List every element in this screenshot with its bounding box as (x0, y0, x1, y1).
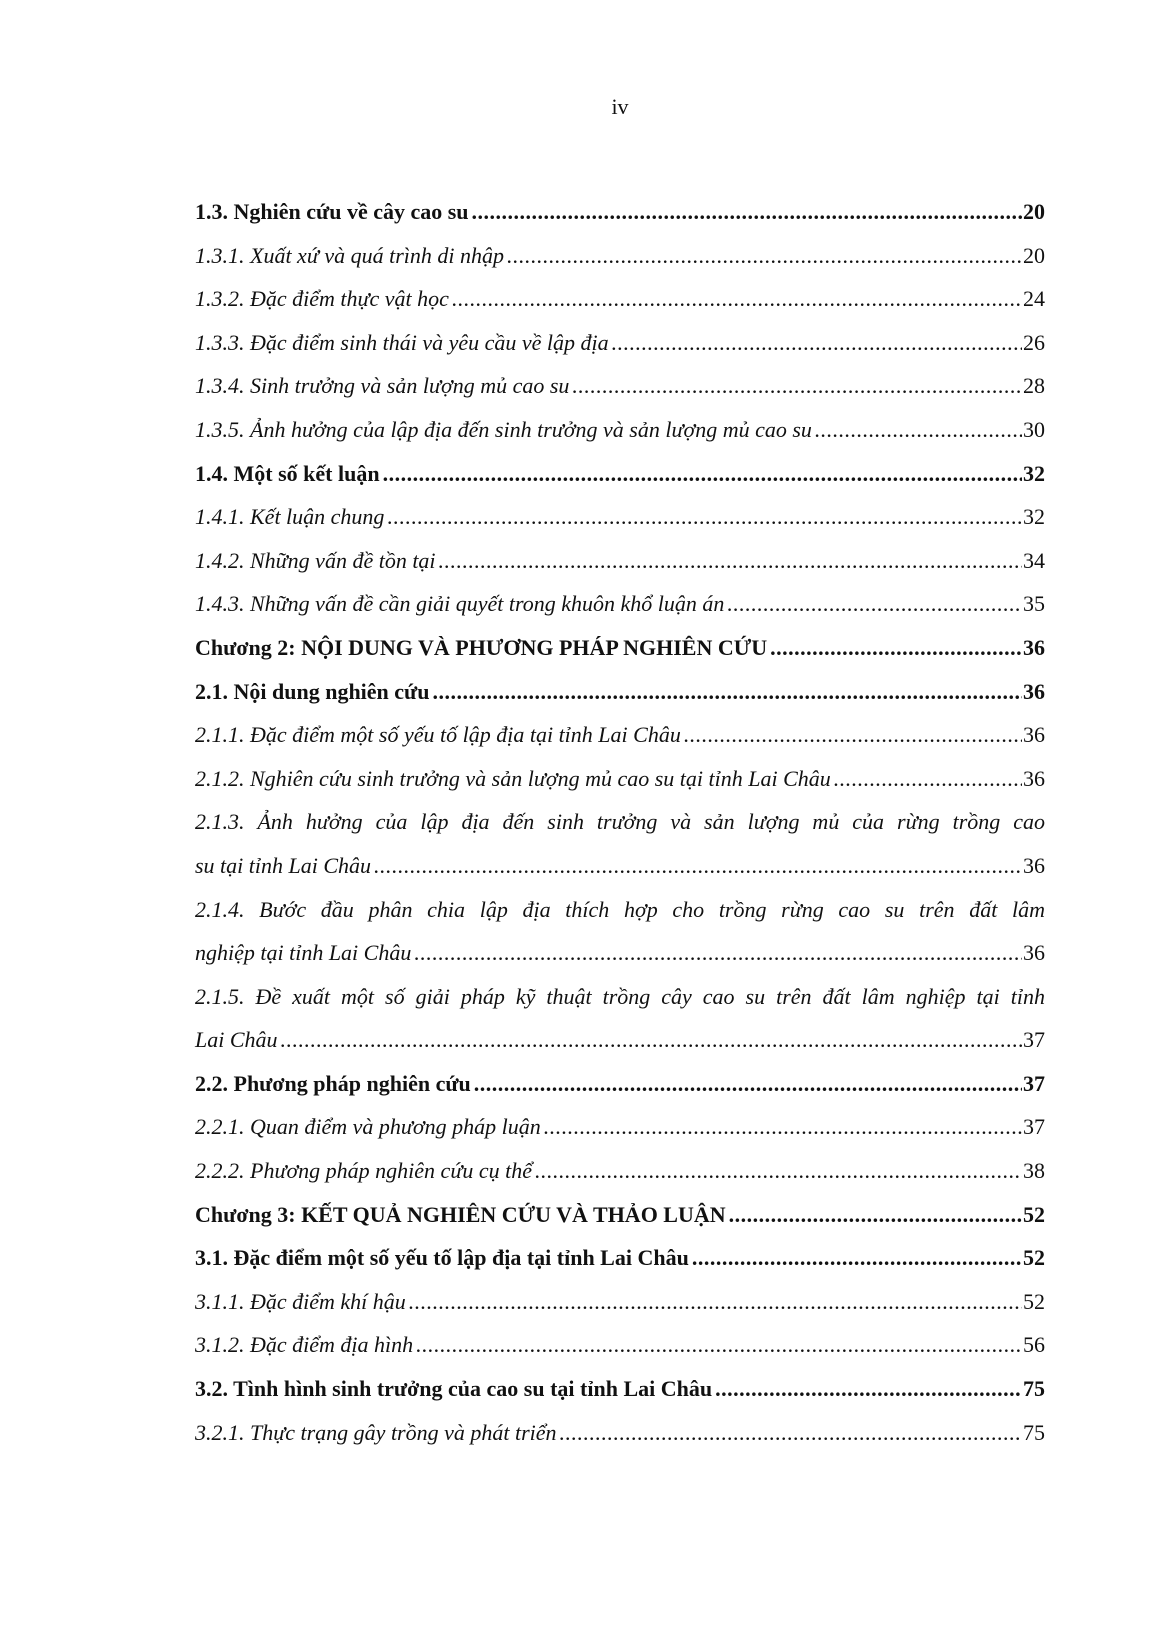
toc-section-entry[interactable] (195, 1367, 1045, 1411)
toc-entry-title: Chương 3: KẾT QUẢ NGHIÊN CỨU VÀ THẢO LUẬN (195, 1201, 726, 1227)
toc-entry-line (195, 1018, 1045, 1062)
toc-entry-title: Chương 2: NỘI DUNG VÀ PHƯƠNG PHÁP NGHIÊN CỨU (195, 634, 768, 660)
dot-leader (572, 364, 1022, 408)
toc-entry-line (195, 495, 1045, 539)
toc-subsection-entry[interactable] (195, 888, 1045, 975)
dot-leader (452, 277, 1022, 321)
toc-entry-line (195, 1323, 1045, 1367)
toc-entry-line (195, 1193, 1045, 1237)
dot-leader (727, 582, 1022, 626)
toc-entry-title: 3.2.1. Thực trạng gây trồng và phát triển (195, 1419, 557, 1445)
toc-section-entry[interactable] (195, 626, 1045, 670)
toc-entry-title: Lai Châu (195, 1027, 278, 1053)
dot-leader (834, 757, 1022, 801)
toc-entry-line (195, 626, 1045, 670)
dot-leader (815, 408, 1022, 452)
toc-subsection-entry[interactable] (195, 277, 1045, 321)
dot-leader (433, 670, 1023, 714)
toc-entry-title: 1.3.2. Đặc điểm thực vật học (195, 286, 449, 312)
toc-entry-page-number: 35 (1023, 591, 1045, 617)
toc-entry-line (195, 670, 1045, 714)
toc-entry-line (195, 452, 1045, 496)
toc-section-entry[interactable] (195, 1062, 1045, 1106)
toc-entry-title: su tại tỉnh Lai Châu (195, 852, 372, 878)
dot-leader (383, 452, 1022, 496)
toc-entry-page-number: 24 (1023, 286, 1045, 312)
dot-leader (474, 1062, 1022, 1106)
toc-entry-line (195, 1280, 1045, 1324)
dot-leader (684, 713, 1022, 757)
toc-entry-page-number: 36 (1023, 852, 1045, 878)
toc-entry-line (195, 539, 1045, 583)
toc-subsection-entry[interactable] (195, 1149, 1045, 1193)
dot-leader (416, 1323, 1022, 1367)
toc-entry-page-number: 36 (1023, 634, 1045, 660)
toc-entry-page-number: 32 (1023, 460, 1045, 486)
toc-entry-title: 2.2.2. Phương pháp nghiên cứu cụ thể (195, 1158, 532, 1184)
toc-entry-line (195, 321, 1045, 365)
toc-entry-line (195, 364, 1045, 408)
page-number: iv (611, 94, 629, 119)
dot-leader (715, 1367, 1022, 1411)
toc-subsection-entry[interactable] (195, 975, 1045, 1062)
toc-entry-page-number: 37 (1023, 1114, 1045, 1140)
toc-entry-title-line: 2.1.3. Ảnh hưởng của lập địa đến sinh trưởng và sản lượng mủ của rừng trồng cao (195, 809, 1045, 835)
toc-section-entry[interactable] (195, 452, 1045, 496)
toc-subsection-entry[interactable] (195, 757, 1045, 801)
toc-entry-line (195, 1367, 1045, 1411)
toc-entry-page-number: 52 (1023, 1245, 1045, 1271)
toc-entry-title: 1.3.3. Đặc điểm sinh thái và yêu cầu về lập địa (195, 329, 609, 355)
toc-entry-line (195, 1236, 1045, 1280)
dot-leader (612, 321, 1022, 365)
dot-leader (560, 1411, 1022, 1455)
toc-entry-page-number: 36 (1023, 940, 1045, 966)
table-of-contents (195, 190, 1045, 1454)
toc-entry-page-number: 20 (1023, 199, 1045, 224)
toc-entry-line (195, 190, 1045, 234)
toc-subsection-entry[interactable] (195, 408, 1045, 452)
toc-entry-title: 1.4. Một số kết luận (195, 460, 380, 486)
toc-entry-page-number: 56 (1023, 1332, 1045, 1358)
toc-entry-title: 3.1.2. Đặc điểm địa hình (195, 1332, 414, 1358)
toc-entry-title: 1.3.5. Ảnh hưởng của lập địa đến sinh trưởng và sản lượng mủ cao su (195, 416, 812, 442)
toc-entry-line (195, 1105, 1045, 1149)
toc-entry-line (195, 408, 1045, 452)
toc-subsection-entry[interactable] (195, 495, 1045, 539)
toc-entry-title-line: 2.1.5. Đề xuất một số giải pháp kỹ thuật trồng cây cao su trên đất lâm nghiệp tại tỉnh (195, 983, 1045, 1009)
toc-entry-page-number: 34 (1023, 547, 1045, 573)
toc-subsection-entry[interactable] (195, 234, 1045, 278)
toc-entry-title: 1.3.4. Sinh trưởng và sản lượng mủ cao su (195, 373, 570, 399)
toc-entry-title: 1.3.1. Xuất xứ và quá trình di nhập (195, 242, 504, 268)
toc-entry-page-number: 52 (1023, 1201, 1045, 1227)
toc-subsection-entry[interactable] (195, 321, 1045, 365)
toc-entry-page-number: 36 (1023, 678, 1045, 704)
dot-leader (507, 234, 1022, 278)
toc-entry-page-number: 52 (1023, 1288, 1045, 1314)
toc-subsection-entry[interactable] (195, 539, 1045, 583)
toc-entry-page-number: 28 (1023, 373, 1045, 399)
dot-leader (692, 1236, 1022, 1280)
dot-leader (535, 1149, 1022, 1193)
toc-entry-page-number: 30 (1023, 416, 1045, 442)
toc-entry-page-number: 37 (1023, 1070, 1045, 1096)
toc-entry-line (195, 931, 1045, 975)
toc-entry-page-number: 20 (1023, 242, 1045, 268)
dot-leader (544, 1105, 1022, 1149)
toc-section-entry[interactable] (195, 670, 1045, 714)
toc-entry-title: nghiệp tại tỉnh Lai Châu (195, 940, 412, 966)
toc-entry-title: 2.1.1. Đặc điểm một số yếu tố lập địa tại tỉnh Lai Châu (195, 722, 681, 748)
toc-entry-page-number: 75 (1023, 1419, 1045, 1445)
toc-entry-title: 3.1.1. Đặc điểm khí hậu (195, 1288, 406, 1314)
dot-leader (770, 626, 1022, 670)
dot-leader (729, 1193, 1022, 1237)
dot-leader (439, 539, 1022, 583)
toc-entry-title: 2.2.1. Quan điểm và phương pháp luận (195, 1114, 541, 1140)
toc-subsection-entry[interactable] (195, 1105, 1045, 1149)
toc-section-entry[interactable] (195, 1236, 1045, 1280)
toc-subsection-entry[interactable] (195, 1411, 1045, 1455)
toc-entry-title: 1.4.3. Những vấn đề cần giải quyết trong khuôn khổ luận án (195, 591, 725, 617)
toc-subsection-entry[interactable] (195, 713, 1045, 757)
toc-subsection-entry[interactable] (195, 800, 1045, 887)
toc-subsection-entry[interactable] (195, 1323, 1045, 1367)
toc-entry-title: 2.1. Nội dung nghiên cứu (195, 678, 430, 704)
toc-entry-line (195, 844, 1045, 888)
dot-leader (281, 1018, 1022, 1062)
toc-entry-line (195, 582, 1045, 626)
toc-section-entry[interactable] (195, 190, 1045, 234)
dot-leader (387, 495, 1022, 539)
toc-entry-page-number: 26 (1023, 329, 1045, 355)
dot-leader (472, 190, 1022, 234)
toc-entry-line (195, 277, 1045, 321)
toc-entry-line (195, 1149, 1045, 1193)
toc-entry-line (195, 1411, 1045, 1455)
toc-entry-line (195, 234, 1045, 278)
toc-entry-page-number: 37 (1023, 1027, 1045, 1053)
toc-entry-title: 3.2. Tình hình sinh trưởng của cao su tại tỉnh Lai Châu (195, 1376, 713, 1402)
toc-entry-line (195, 1062, 1045, 1106)
dot-leader (409, 1280, 1022, 1324)
dot-leader (414, 931, 1022, 975)
toc-subsection-entry[interactable] (195, 582, 1045, 626)
toc-entry-title: 1.3. Nghiên cứu về cây cao su (195, 199, 469, 224)
toc-entry-line (195, 713, 1045, 757)
toc-entry-page-number: 75 (1023, 1376, 1045, 1402)
toc-entry-line (195, 757, 1045, 801)
dot-leader (374, 844, 1022, 888)
toc-entry-page-number: 36 (1023, 765, 1045, 791)
toc-entry-title: 1.4.1. Kết luận chung (195, 504, 385, 530)
toc-section-entry[interactable] (195, 1193, 1045, 1237)
toc-entry-title: 2.2. Phương pháp nghiên cứu (195, 1070, 471, 1096)
toc-subsection-entry[interactable] (195, 364, 1045, 408)
toc-entry-title-line: 2.1.4. Bước đầu phân chia lập địa thích hợp cho trồng rừng cao su trên đất lâm (195, 896, 1045, 922)
toc-entry-page-number: 38 (1023, 1158, 1045, 1184)
toc-entry-page-number: 32 (1023, 504, 1045, 530)
toc-entry-title: 1.4.2. Những vấn đề tồn tại (195, 547, 436, 573)
toc-entry-title: 3.1. Đặc điểm một số yếu tố lập địa tại tỉnh Lai Châu (195, 1245, 689, 1271)
toc-subsection-entry[interactable] (195, 1280, 1045, 1324)
toc-entry-page-number: 36 (1023, 722, 1045, 748)
toc-entry-title: 2.1.2. Nghiên cứu sinh trưởng và sản lượng mủ cao su tại tỉnh Lai Châu (195, 765, 831, 791)
